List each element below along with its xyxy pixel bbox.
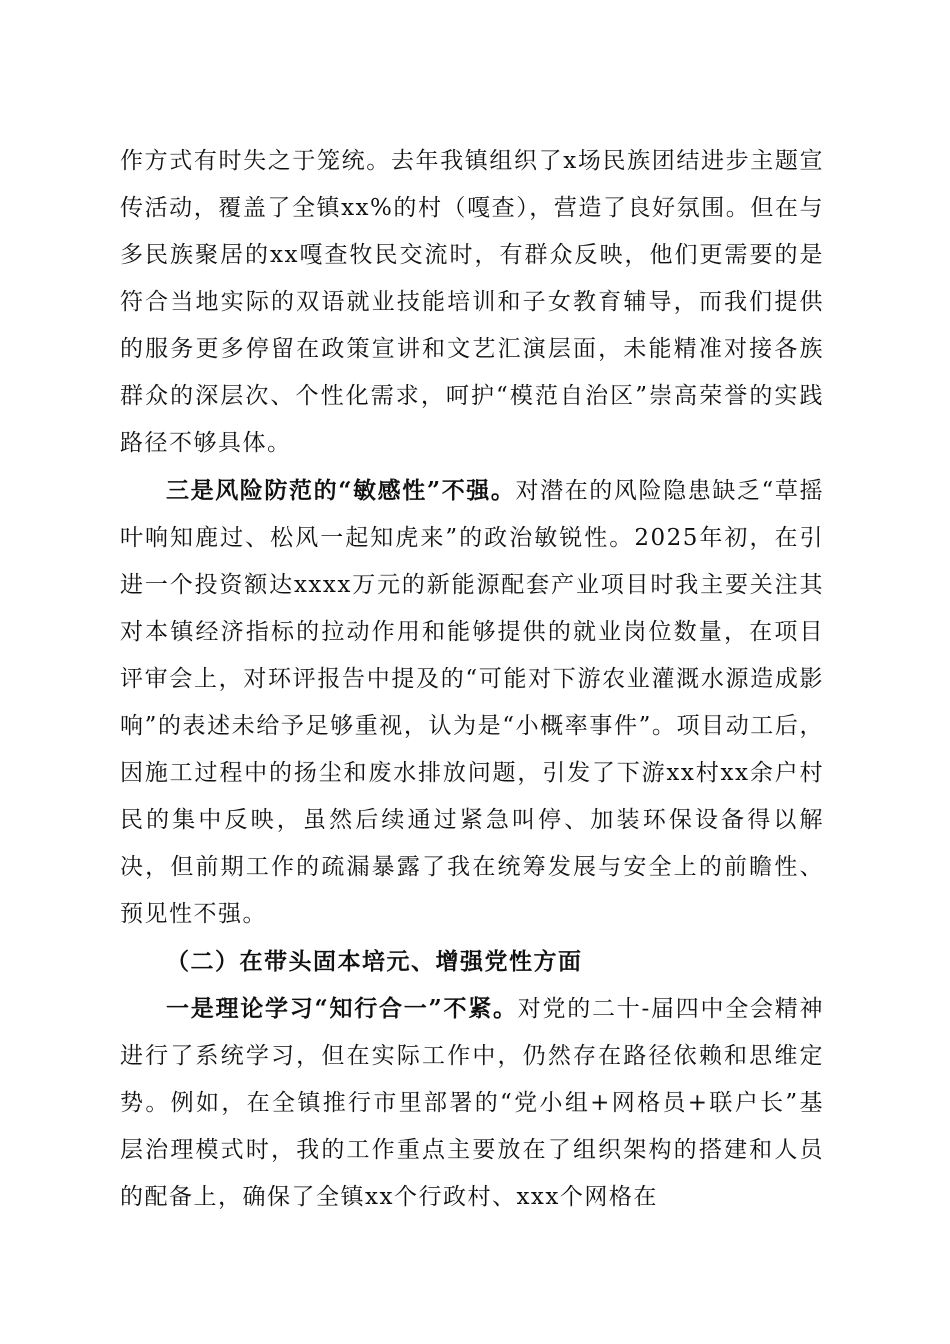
section-heading: （二）在带头固本培元、增强党性方面 [166, 948, 583, 975]
paragraph-theory-study [120, 985, 824, 1221]
paragraph-lead: 一是理论学习“知行合一”不紧。 [166, 995, 518, 1022]
paragraph-continued [120, 138, 824, 467]
paragraph-risk-prevention [120, 467, 824, 938]
paragraph-text: 作方式有时失之于笼统。去年我镇组织了x场民族团结进步主题宣传活动，覆盖了全镇xx%的村（嘎查），营造了良好氛围。但在与多民族聚居的xx嘎查牧民交流时，有群众反映，他们更需要的是符合当地实际的双语就业技能培训和子女教育辅导，而我们提供的服务更多停留在政策宣讲和文艺汇演层面，未能精准对接各族群众的深层次、个性化需求，呵护“模范自治区”崇高荣誉的实践路径不够具体。 [120, 148, 824, 456]
document-body [120, 138, 824, 1221]
paragraph-lead: 三是风险防范的“敏感性”不强。 [166, 477, 516, 504]
paragraph-text: 对潜在的风险隐患缺乏“草摇叶响知鹿过、松风一起知虎来”的政治敏锐性。2025年初，在引进一个投资额达xxxx万元的新能源配套产业项目时我主要关注其对本镇经济指标的拉动作用和能够提供的就业岗位数量，在项目评审会上，对环评报告中提及的“可能对下游农业灌溉水源造成影响”的表述未给予足够重视，认为是“小概率事件”。项目动工后，因施工过程中的扬尘和废水排放问题，引发了下游xx村xx余户村民的集中反映，虽然后续通过紧急叫停、加装环保设备得以解决，但前期工作的疏漏暴露了我在统筹发展与安全上的前瞻性、预见性不强。 [120, 478, 824, 927]
paragraph-text: 对党的二十-届四中全会精神进行了系统学习，但在实际工作中，仍然存在路径依赖和思维定势。例如，在全镇推行市里部署的“党小组+网格员+联户长”基层治理模式时，我的工作重点主要放在了组织架构的搭建和人员的配备上，确保了全镇xx个行政村、xxx个网格在 [120, 996, 824, 1210]
